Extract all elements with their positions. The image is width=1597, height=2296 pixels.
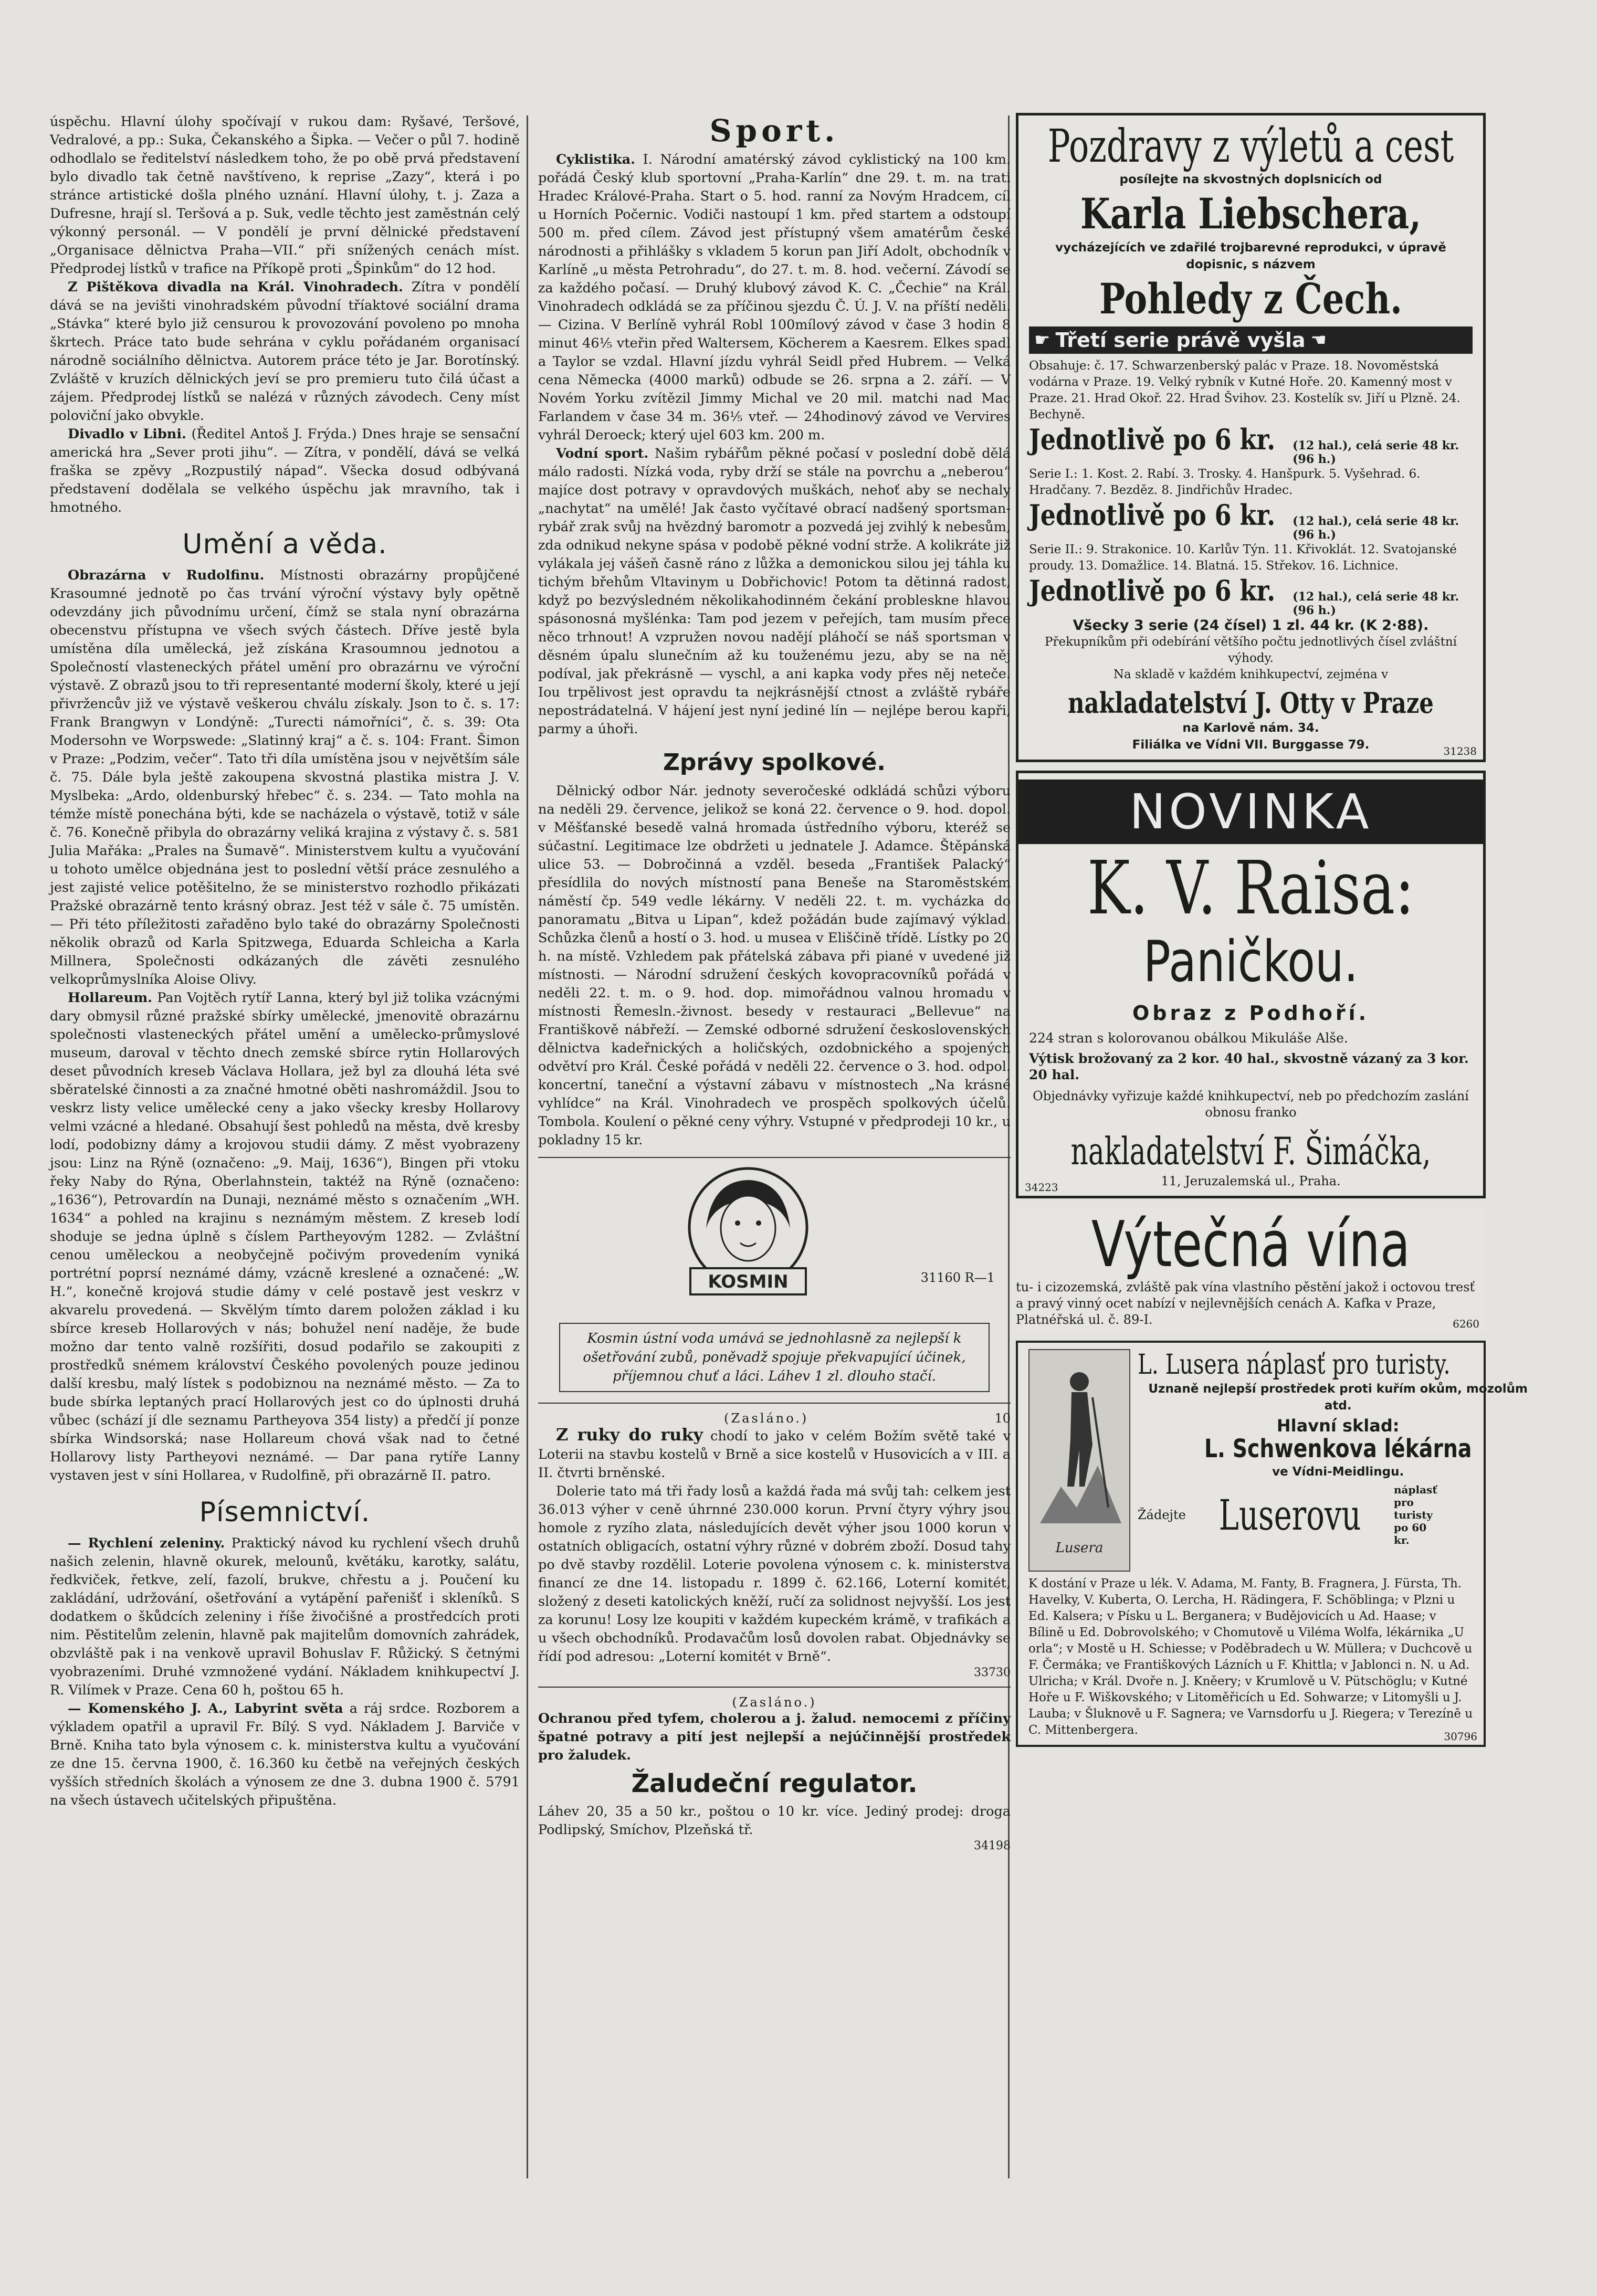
ad-text: tu- i cizozemská, zvláště pak vína vlastního pěstění jakož i octovou tresť a pravý vinný ocet nabízí v nejlevnějších cenách A. Kafka v Praze, Platnéřská ul. č. 89-I.	[1016, 1280, 1475, 1327]
article-body: a ráj srdce. Rozborem a výkladem opatřil a upravil Fr. Bílý. S vyd. Nákladem J. Barviče v Brně. Kniha tato byla výnosem c. k. ministerstva kultu a vyučování ze dne 15. června 1900, č. 16.360 ku četbě na veřejných českých vyšších středních školách a výnosem ze dne 3. dubna 1900 č. 5791 na všech ústavech učitelských připuštěna.	[50, 1701, 520, 1808]
divider	[538, 1157, 1011, 1158]
regulator-title: Žaludeční regulator.	[631, 1769, 918, 1798]
article-lead: — Komenského J. A., Labyrint světa	[68, 1701, 343, 1716]
column-rule-1	[527, 115, 528, 2178]
article-body: (Ředitel Antoš J. Frýda.) Dnes hraje se sensační americká hra „Sever proti jihu“. — Zítra, v pondělí, dává se velká fraška se zpěvy „Rozpustilý nápad“. Všecka dosud odbývaná představení dodělala se velkého úspěchu jak mravního, tak i hmotného.	[50, 426, 520, 515]
loterie-details: Dolerie tato má tři řady losů a každá řada má svůj tah: celkem jest 36.013 výher v ceně úhrnné 230.000 korun. První čtyry výhry jsou homole z ryzího zlata, následujících devět výher jsou 1000 korun v ostatních obligacích, ostatní výhry různé v dobrém zboží. Dosud tahy po dvě stavby rozdělil. Loterie povolena výnosem c. k. ministerstva financí ze dne 14. listopadu r. 1899 č. 62.166, Loterní komitét, složený z deseti katolických kněží, ručí za solidnost nejvyšší. Los jest za korunu! Losy lze koupiti v každém kupeckém krámě, v trafikách a u všech obchodníků. Prodavačům losů dovolen rabat. Objednávky se řídí pod adresou: „Loterní komitét v Brně“.	[538, 1483, 1011, 1665]
ad-text: Obsahuje: č. 17. Schwarzenberský palác v Praze. 18. Novoměstská vodárna v Praze. 19. Velký rybník v Kutné Hoře. 20. Kamenný most v Praze. 21. Hrad Okoř. 22. Hrad Švihov. 23. Kostelík sv. Jiří u Plzně. 24. Bechyně.	[1029, 359, 1461, 422]
section-heading-zpravy: Zprávy spolkové.	[663, 749, 886, 776]
liebscher-ad	[1016, 113, 1486, 762]
ad-title: L. Lusera náplasť pro turisty.	[1138, 1349, 1451, 1381]
article-liben-theatre	[50, 425, 520, 517]
column-2	[538, 113, 1011, 2192]
article-lead: Z Pištěkova divadla na Král. Vinohradech.	[68, 279, 403, 295]
ad-text: Všecky 3 serie (24 čísel) 1 zl. 44 kr. (K 2·88).	[1073, 617, 1429, 634]
ad-subtitle: posílejte na skvostných doplsnicích od	[1119, 173, 1382, 186]
article-lead: Hollareum.	[68, 990, 153, 1006]
ad-title: Pozdravy z výletů a cest	[1047, 120, 1454, 173]
article-komensky	[50, 1700, 520, 1810]
regulator-intro: Ochranou před tyfem, cholerou a j. žalud. nemocemi z příčiny špatné potravy a pití jest nejlepší a nejúčinnější prostředek pro žaludek.	[538, 1711, 1011, 1763]
ad-strip-text: Třetí serie právě vyšla	[1055, 329, 1306, 352]
ad-publisher: nakladatelství F. Šimáčka,	[1070, 1129, 1431, 1173]
article-lead: Z ruky do ruky	[556, 1425, 703, 1445]
ad-address: ve Vídni-Meidlingu.	[1272, 1465, 1404, 1479]
ad-text: Serie I.: 1. Kost. 2. Rabí. 3. Trosky. 4. Hanšpurk. 5. Vyšehrad. 6. Hradčany. 7. Bezděz. 8. Jindřichův Hradec.	[1029, 467, 1421, 497]
article-cyklistika	[538, 151, 1011, 445]
article-body: Místnosti obrazárny propůjčené Krasoumné jednotě po čas trvání výroční výstavy byly opětně odevzdány jich původnímu určení, čímž se stala nyní obrazárna obecenstvu přístupna ve všech svých částech. Dříve jestě byla umístěna díla umělecká, jež získána Krasoumnou jednotou a Společností vlasteneckých přátel umění pro obrazárnu ve výroční výstavě. Z obrazů jsou to tři representanté moderní školy, které u její přivržencův již ve výstavě veškerou chválu získaly. Json to č. s. 17: Frank Brangwyn v Londýně: „Turecti námořníci“, č. s. 39: Ota Modersohn ve Worpswede: „Slatinný kraj“ a č. s. 104: Frant. Šimon v Praze: „Podzim, večer“. Tato tři díla umístěna jsou v největším sále č. 75. Dále byla ještě zakoupena skvostná plastika mistra J. V. Myslbeka: „Ardo, oldenburský hřebec“ č. s. 234. — Tato mohla na témže místě ponechána býti, kde se nacházela o výstavě, totiž v sále č. 76. Konečně přibyla do obrazárny veliká krajina z výstavy č. s. 581 Julia Mařáka: „Prales na Šumavě“. Ministerstvem kultu a vyučování u tohoto umělce objednána jest to poslední větší práce zesnulého a jest zajisté velice potěšitelno, že se ministerstvo rozhodlo přikázati Pražské obrazárně tento krásný obraz. Jest též v sále č. 75 umístěn. — Při této příležitosti zařaděno bylo také do obrazárny Společnosti několik obrazů od Karla Spitzwega, Eduarda Schleicha a Karla Millnera, Společnosti odkázaných dle závěti zesnulého velkoprůmyslníka Aloise Olivy.	[50, 567, 520, 987]
ad-depot: Hlavní sklad:	[1276, 1416, 1400, 1436]
article-theatre-success: úspěchu. Hlavní úlohy spočívají v rukou dam: Ryšavé, Teršové, Vedralové, a pp.: Suka, Čekanského a Šipka. — Večer o půl 7. hodině odhodlalo se ředitelství následkem toho, že po obě prvá představení bylo divadlo tak četně navštíveno, k reprise „Zazy“, která i po stránce artistické došla plného uznání. Hlavní úlohy, t. j. Zaza a Dufresne, hrají sl. Teršová a p. Suk, vedle těchto jest zaměstnán celý výkonný personál. — V pondělí je první dělnické představení „Organisace dělnictva Praha—VII.“ při snížených cenách míst. Předprodej lístků v trafice na Příkopě proti „Špinkům“ do 12 hod.	[50, 114, 520, 277]
ad-code: 34198	[974, 1839, 1011, 1852]
article-rychleni	[50, 1534, 520, 1700]
ad-text: Na skladě v každém knihkupectví, zejména v	[1113, 668, 1389, 681]
lusera-top	[1028, 1349, 1528, 1572]
ad-code: 6260	[1453, 1318, 1479, 1330]
ad-strip	[1029, 327, 1473, 354]
ad-subtitle: Uznaně nejlepší prostředek proti kuřím okům, mozolům atd.	[1148, 1382, 1528, 1413]
ad-price-line	[1029, 423, 1473, 466]
column-3	[1016, 113, 1528, 2192]
pointing-hand-icon: ☚	[1310, 330, 1327, 351]
kosmin-logo-icon	[669, 1165, 827, 1307]
ad-name: Karla Liebschera,	[1080, 189, 1422, 238]
ad-code: 30796	[1444, 1730, 1477, 1743]
zaslano-header	[538, 1411, 1011, 1426]
ad-code: 33730	[974, 1666, 1011, 1679]
article-body: I. Národní amatérský závod cyklistický na 100 km. pořádá Český klub sportovní „Praha-Karlín“ dne 29. t. m. na trati Hradec Králové-Praha. Start o 5. hod. ranní za Novým Hradcem, cíl u Horních Počernic. Vodiči nastoupí 1 km. před startem a odstoupí 500 m. před cílem. Závod jest přístupný všem amatérům české národnosti a přihlášky s vkladem 5 korun pan Jiří Adolt, obchodník v Karlíně „u města Petrohradu“, do 27. t. m. 8. hod. večerní. Závodí se za každého počasí. — Druhý klubový závod K. C. „Čechie“ na Král. Vinohradech odkládá se za příčinou sjezdu Č. Ú. J. V. na příští neděli. — Cizina. V Berlíně vyhrál Robl 100mílový závod v čase 3 hodin 8 minut 46⅕ vteřin před Waltersem, Köcherem a Kaesrem. Elkes spadl a Taylor se vzdal. Hlavní jízdu vyhrál Seidl před Hubrem. — Velká cena Německa (4000 marků) odbude se 26. srpna a 2. září. — V Novém Yorku zvítězil Jimmy Michal ve 20 mil. matchi nad Mac Farlandem v čase 34 m. 36⅕ vteř. — 24hodinový závod ve Vervires vyhrál Deroeck; který ujel 603 km. 200 m.	[538, 152, 1011, 443]
article-body: Našim rybářům pěkné počasí v poslední době dělá málo radosti. Nízká voda, ryby drží se stále na povrchu a „neberou“ majíce dost potravy v opravdových muškách, nehoť aby se nechaly „nachytat“ na umělé! Jak často vyčítavé obrací nadšený sportsman-rybář zrak svůj na hvězdný baromotr a pozvedá jej zvihlý k nebesům, zda odnikud nekyne spása v podobě pěkné vodní strže. A kolikráte již vylákala jej vášeň časně ráno z lůžka a demonickou silou jej táhla ku tichým břehům Vltavinym u Dobřichovic! Potom ta dětinná radost, když po bezvýsledném několikahodinném čekání probleskne hlavou spásonosná myšlénka: Tam pod jezem v peřejích, tam musím přece něco trhnout! A vzpružen novou nadějí pláhočí se náš sportsman v děsném úpalu slunečním až ku touženému jezu, aby se na něj podíval, jak překrásně — vyschl, a ani kapka vody přes něj neteče. Iou trpělivost jest opravdu ta nejkrásnější ctnost a zvláště rybáře nepostrádatelná. V hájení jest nyní jediné lín — nejlépe berou kapři, parmy a úhoři.	[538, 446, 1011, 737]
ad-code: 31160 R—1	[920, 1270, 995, 1285]
article-body: Zítra v pondělí dává se na jevišti vinohradském původní tříaktové sociální drama „Stávka“ které bylo již censurou k provozování povoleno po mnoha škrtech. Práce tato bude sehrána v cyklu pořádaném organisací národně sociálního dělnictva. Autorem práce této je Jar. Borotínský. Zvláště v kruzích dělnických jeví se pro premieru tuto čilá účast a zájem. Předprodej lístků se nalézá v různých závodech. Ceny míst poloviční jako obvykle.	[50, 279, 520, 424]
ad-price: Jednotlivě po 6 kr.	[1029, 574, 1276, 607]
ad-address: na Karlově nám. 34.	[1182, 721, 1319, 735]
lusera-signature: Lusera	[1055, 1540, 1104, 1556]
ad-publisher: nakladatelství J. Otty v Praze	[1068, 686, 1434, 720]
kosmin-logo-text: KOSMIN	[708, 1271, 789, 1292]
ad-text: K dostání v Praze u lék. V. Adama, M. Fanty, B. Fragnera, J. Fürsta, Th. Havelky, V. Kuberta, O. Lercha, H. Rädingera, F. Schöblinga; v Plzni u Ed. Kalsera; v Písku u L. Berganera; v Budějovicích u Ad. Haase; v Bílině u Ed. Dobrovolského; v Chomutově u Viléma Wolfa, lékárnika „U orla“; v Mostě u H. Schiesse; v Poděbradech u W. Müllera; v Duchcově u F. Čermáka; ve Františkových Lázních u F. Khittla; v Jablonci n. N. u Ad. Ulricha; v Král. Dvoře n. J. Kněery; v Krumlově u V. Pütschöglu; v Kutné Hoře u F. Wiškovského; v Litoměřicích u Ed. Sohwarze; v Litomyšli u J. Lauba; v Šluknově u F. Sagnera; ve Varnsdorfu u J. Riegera; v Terezíně u C. Mittenbergera.	[1028, 1577, 1473, 1737]
novinka-banner: NOVINKA	[1018, 780, 1483, 844]
divider	[538, 1403, 1011, 1404]
kosmin-ad-text: Kosmin ústní voda umává se jednohlasně za nejlepší k ošetřování zubů, poněvadž spojuje překvapující účinek, příjemnou chuť a láci. Láhev 1 zl. dlouho stačí.	[559, 1323, 990, 1392]
zaslano-label: (Zasláno.)	[724, 1411, 809, 1426]
lusera-brand-line	[1138, 1483, 1538, 1546]
section-heading-umeni: Umění a věda.	[182, 529, 387, 560]
kosmin-ad	[538, 1165, 1011, 1323]
ad-price: Jednotlivě po 6 kr.	[1029, 498, 1276, 532]
book-author: K. V. Raisa:	[1087, 846, 1414, 931]
zaslano-label: (Zasláno.)	[732, 1695, 817, 1710]
article-pistek-theatre	[50, 278, 520, 425]
novinka-ad	[1016, 771, 1486, 1198]
ad-text: Serie II.: 9. Strakonice. 10. Karlův Týn. 11. Křivoklát. 12. Svatojanské proudy. 13. Domažlice. 14. Blatná. 15. Střekov. 16. Lichnice.	[1029, 543, 1457, 573]
article-lead: Vodní sport.	[556, 446, 649, 461]
article-hollareum	[50, 989, 520, 1485]
regulator-price: Láhev 20, 35 a 50 kr., poštou o 10 kr. více. Jediný prodej: droga Podlipský, Smíchov, Plzeňská tř.	[538, 1804, 1011, 1838]
lusera-body	[1138, 1349, 1538, 1572]
vino-ad	[1016, 1207, 1486, 1332]
pointing-hand-icon: ☛	[1034, 330, 1050, 351]
ad-price-note: (12 hal.), celá serie 48 kr. (96 h.)	[1293, 514, 1459, 542]
tourist-illustration-icon	[1028, 1349, 1130, 1572]
ad-price: Výtisk brožovaný za 2 kor. 40 hal., skvostně vázaný za 3 kor. 20 hal.	[1029, 1051, 1469, 1082]
ad-address: 11, Jeruzalemská ul., Praha.	[1161, 1174, 1341, 1188]
ad-address: Filiálka ve Vídni VII. Burggasse 79.	[1132, 738, 1370, 752]
ad-name: Pohledy z Čech.	[1099, 274, 1402, 323]
ad-text: Objednávky vyřizuje každé knihkupectví, neb po předchozím zaslání obnosu franko	[1033, 1089, 1469, 1120]
ad-text: 224 stran s kolorovanou obálkou Mikuláše Alše.	[1029, 1030, 1348, 1046]
zaslano-number: 10	[994, 1411, 1011, 1426]
ad-text: Žádejte	[1138, 1508, 1186, 1522]
article-lead: Obrazárna v Rudolfinu.	[68, 567, 265, 583]
ad-price-note: (12 hal.), celá serie 48 kr. (96 h.)	[1293, 590, 1459, 617]
ad-price-line	[1029, 499, 1473, 542]
column-1	[50, 113, 520, 2192]
ad-brand: Luserovu	[1218, 1490, 1361, 1540]
article-spolky: Dělnický odbor Nár. jednoty severočeské odkládá schůzi výboru na neděli 29. července, jelikož se koná 22. července o 9. hod. dopol. v Měšťanské besedě valná hromada ústředního výboru, kteréž se súčastní. Legitimace lze obdržeti u jednatele J. Adamce. Štěpánská ulice 53. — Dobročinná a vzděl. beseda „František Palacký“ přesídlila do nových místností pana Beneše na Staroměstském náměstí čp. 549 vedle lékárny. V neděli 22. t. m. vycházka do panoramatu „Bitva u Lipan“, kdež požádán bude zajímavý výklad. Schůzka členů a hostí o 3. hod. u musea v Eliščině třídě. Lístky po 20 h. na místě. Vzhledem pak přátelská zábava při piané v uvedené již místnosti. — Národní sdružení českých kovopracovníků pořádá v neděli 22. t. m. o 9. hod. dop. mimořádnou valnou hromadu v místnosti Řemesln.-živnost. besedy v restauraci „Bellevue“ na Františkově nábřeží. — Zemské odborné sdružení československých dělnictva kadeřnických a holičských, ozdobnického a spojených odvětví pro Král. České pořádá v neděli 22. července o 3. hod. odpol. koncertní, taneční a výstavní zábavu v místnostech „Na krásné vyhlídce“ na Král. Vinohradech ve prospěch spolkových účelů. Tombola. Koulení o pěkné ceny výhry. Vstupné v předprodeji 10 kr., u pokladny 15 kr.	[538, 783, 1011, 1148]
ad-price-note: (12 hal.), celá serie 48 kr. (96 h.)	[1293, 439, 1459, 466]
article-body: Pan Vojtěch rytíř Lanna, který byl již tolika vzácnými dary obmysil různé pražské sbírky umělecké, jmenovitě obrazárnu společnosti vlasteneckých přátel umění a umělecko-průmyslové museum, daroval v těchto dnech zemské sbírce rytin Hollarových deset původních kreseb Václava Hollara, jež byl za dlouhá léta své sběratelské činnosti a za značné hmotné oběti nashromáždil. Jsou to veskrz listy velice umělecké ceny a jako všecky kresby Hollarovy velmi vzácné a hledané. Obsahují šest pohledů na města, dvě kresby lodí, podobizny dámy a krojovou studii dámy. Z měst vyobrazeny jsou: Linz na Rýně (označeno: „9. Maij, 1636“), Bingen při vtoku řeky Naby do Rýna, Oberlahnstein, taktéž na Rýně (označeno: „1636“), Petrovardín na Dunaji, neznámé město s označením „WH. 1634“ a pohled na krajinu s neznámým městem. Z kreseb lodí shoduje se jedna úplně s číslem Partheyovým 1282. — Zvláštní cenou uměleckou a neobyčejně počivým provedením vyniká portrétní poprsí neznámé dámy, vzácně kreslené a označené: „W. H.“, konečně krojová studie dámy v celé postavě jest veskrz v akvarelu provedená. — Skvělým tímto darem položen základ i ku sbírce kreseb Hollarových v nás; bohužel není naděje, že bude možno dar tento valně rozšířiti, dosud podařilo se zakoupiti z prostředků snémem království Českého povolených pouze jedinou další kresbu, malý lístek s podobiznou na neznámé město. — Za to bude sbírka leptaných prací Hollarových jest co do úplnosti druhá vůbec (schází jí dle seznamu Partheyova 354 listy) a předčí jí ponze sbírka Windsorská; nase Hollareum chová však nad to četné Hollarovy listy Partheyovi neznámé. — Dar pana rytíře Lanny vystaven jest v síni Hollarea, v Rudolfině, při obrazárně II. patro.	[50, 990, 520, 1483]
article-rudolfinum	[50, 566, 520, 989]
article-lead: Divadlo v Libni.	[68, 426, 186, 442]
book-title: Paničkou.	[1143, 929, 1359, 995]
section-heading-sport: Sport.	[709, 113, 839, 149]
ad-text: Překupníkům při odebírání většího počtu jednotlivých čísel zvláštní výhody.	[1044, 635, 1457, 665]
article-lead: Cyklistika.	[556, 152, 636, 167]
ad-price: Jednotlivě po 6 kr.	[1029, 423, 1276, 456]
article-body: Praktický návod ku rychlení všech druhů našich zelenin, hlavně okurek, melounů, květáku, karotky, salátu, ředkviček, řetkve, zelí, fazolí, brukve, chřestu a j. Poučení ku zakládání, udržování, ošetřování a vytápění pařenišť i skleníků. S dodatkem o škůdcích zeleniny i říše živočišné a prostředcích proti nim. Pěstitelům zelenin, hlavně pak majitelům domovních zahrádek, obzvláště pak i na venkově upravil Bohuslav F. Růžický. S četnými vyobrazeními. Druhé vzmnožené vydání. Nákladem knihkupectví J. R. Vilímek v Praze. Cena 60 h, poštou 65 h.	[50, 1535, 520, 1698]
ad-code: 34223	[1025, 1181, 1058, 1194]
article-body: chodí to jako v celém Božím světě také v Loterii na stavbu kostelů v Brně a sice kostelů v Husovicích a v III. a II. čtvrti brněnské.	[538, 1428, 1011, 1481]
ad-price-line	[1029, 574, 1473, 617]
book-subtitle: Obraz z Podhoří.	[1132, 1002, 1370, 1025]
lusera-ad	[1016, 1341, 1528, 1747]
loterie-notice	[538, 1426, 1011, 1482]
ad-code: 31238	[1443, 745, 1477, 757]
ad-pharmacy: L. Schwenkova lékárna	[1204, 1434, 1472, 1463]
article-vodni-sport	[538, 445, 1011, 739]
ad-price-note: náplasť pro turisty po 60 kr.	[1394, 1483, 1437, 1546]
ad-subtitle: vycházejících ve zdařilé trojbarevné reprodukci, v úpravě dopisnic, s názvem	[1055, 241, 1446, 271]
divider	[538, 1687, 1011, 1688]
section-heading-pisemnictvi: Písemnictví.	[199, 1497, 371, 1528]
vino-title: Výtečná vína	[1091, 1208, 1411, 1281]
article-lead: — Rychlení zeleniny.	[68, 1535, 225, 1551]
